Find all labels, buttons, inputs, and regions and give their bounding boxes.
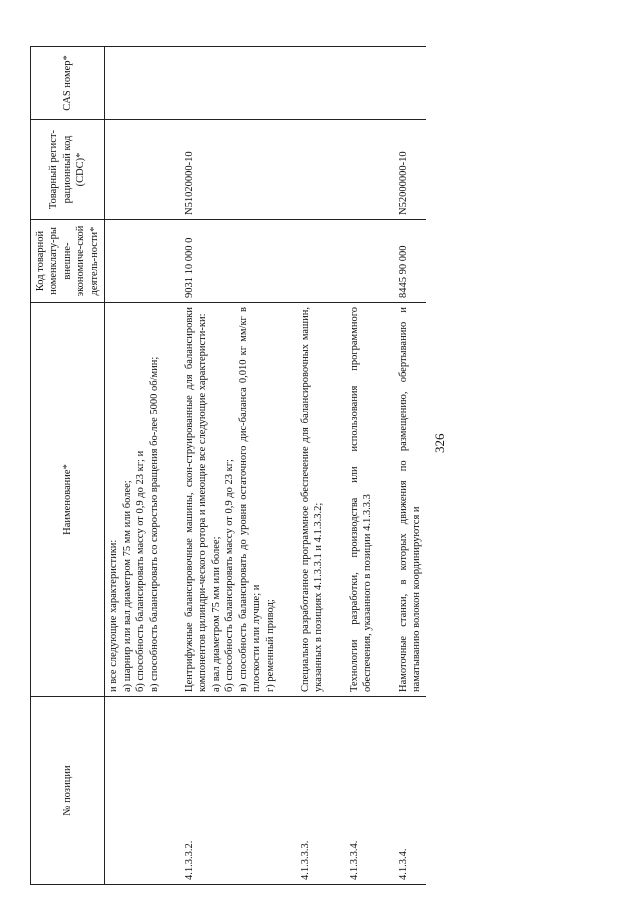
name-line: б) способность балансировать массу от 0,9 до 23 кг; и [135, 450, 147, 692]
gap-cell [163, 120, 181, 220]
name-line: б) способность балансировать массу от 0,9 до 23 кг; [224, 459, 236, 692]
row-gap [328, 47, 346, 885]
gap-cell [377, 120, 395, 220]
trcode-cell [105, 120, 163, 220]
row-gap [163, 47, 181, 885]
gap-cell [279, 47, 297, 120]
name-cell [181, 303, 279, 697]
gap-cell [163, 303, 181, 697]
gap-cell [328, 220, 346, 303]
gap-cell [163, 697, 181, 885]
table-row [395, 47, 426, 885]
trcode-cell: N51020000-10 [181, 120, 279, 220]
gap-cell [377, 303, 395, 697]
name-line: а) вал диаметром 75 мм или более; [210, 536, 222, 692]
code-cell [297, 220, 328, 303]
name-line: в) способность балансировать до уровня остаточного дис-баланса 0,010 кг мм/кг в плоскости или лучше; и [237, 307, 263, 692]
position-cell: 4.1.3.3.3. [297, 697, 328, 885]
gap-cell [377, 697, 395, 885]
name-line: Специально разработанное программное обеспечение для балансировочных машин, указанных в позициях 4.1.3.3.1 и 4.1.3.3.2; [300, 307, 325, 692]
code-cell [346, 220, 377, 303]
gap-cell [328, 697, 346, 885]
cas-cell [297, 47, 328, 120]
trcode-cell: N52000000-10 [395, 120, 426, 220]
table-row [346, 47, 377, 885]
table-row [105, 47, 163, 885]
table-row [297, 47, 328, 885]
name-line: а) шарнир или вал диаметром 75 мм или более; [121, 480, 133, 692]
header-trcode: Товарный регист-рационный код (CDC)* [31, 120, 105, 220]
gap-cell [279, 220, 297, 303]
cas-cell [181, 47, 279, 120]
position-cell: 4.1.3.3.4. [346, 697, 377, 885]
name-line: Намоточные станки, в которых движения по размещению, обертыванию и наматыванию волокон координируются и [397, 307, 423, 692]
gap-cell [377, 47, 395, 120]
name-line: Центрифужные балансировочные машины, скон-струированные для балансировки компонентов цилиндри-ческого ротора и имеющие все следующие характеристи-ки: [183, 307, 209, 692]
header-code: Код товарной номенклату-ры внешне-экономиче-ской деятель-ности* [31, 220, 105, 303]
nomenclature-table [30, 46, 426, 885]
cas-cell [105, 47, 163, 120]
name-cell [105, 303, 163, 697]
gap-cell [328, 303, 346, 697]
name-cell [395, 303, 426, 697]
gap-cell [279, 120, 297, 220]
row-gap [377, 47, 395, 885]
gap-cell [163, 47, 181, 120]
position-cell: 4.1.3.3.2. [181, 697, 279, 885]
position-cell: 4.1.3.4. [395, 697, 426, 885]
table-header-row [31, 47, 105, 885]
name-line: и все следующие характеристики: [108, 539, 120, 692]
code-cell: 8445 90 000 [395, 220, 426, 303]
name-line: Технологии разработки, производства или использования программного обеспечения, указанного в позиции 4.1.3.3.3 [348, 307, 374, 692]
gap-cell [279, 303, 297, 697]
header-cas: CAS номер* [31, 47, 105, 120]
gap-cell [279, 697, 297, 885]
gap-cell [163, 220, 181, 303]
trcode-cell [346, 120, 377, 220]
position-cell [105, 697, 163, 885]
gap-cell [328, 47, 346, 120]
code-cell [105, 220, 163, 303]
name-line: в) способность балансировать со скоростью вращения бо-лее 5000 об/мин; [148, 356, 160, 692]
name-cell [346, 303, 377, 697]
row-gap [279, 47, 297, 885]
code-cell: 9031 10 000 0 [181, 220, 279, 303]
gap-cell [377, 220, 395, 303]
name-line: г) ременный привод; [264, 599, 276, 692]
cas-cell [395, 47, 426, 120]
cas-cell [346, 47, 377, 120]
gap-cell [328, 120, 346, 220]
page-number: 326 [432, 433, 447, 453]
trcode-cell [297, 120, 328, 220]
name-cell [297, 303, 328, 697]
header-position: № позиции [31, 697, 105, 885]
header-name: Наименование* [31, 303, 105, 697]
table-row [181, 47, 279, 885]
